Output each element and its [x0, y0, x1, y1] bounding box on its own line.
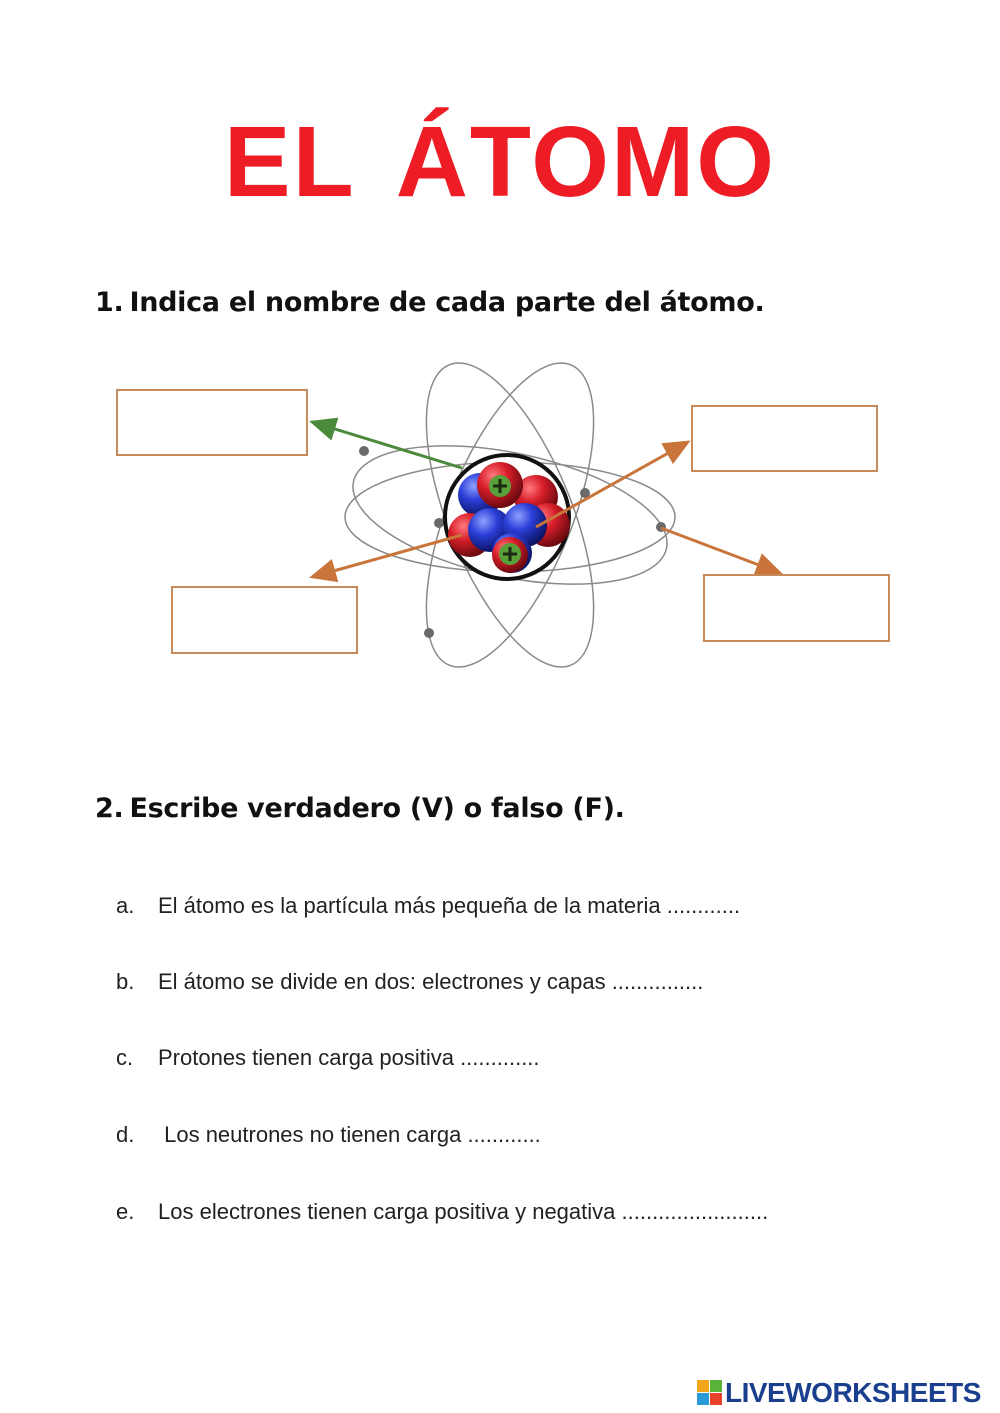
statement-letter: b.: [116, 969, 135, 994]
answer-box-bottom-left[interactable]: [171, 586, 358, 654]
electron: [434, 518, 444, 528]
statement-text: El átomo es la partícula más pequeña de la materia ............: [158, 893, 741, 918]
question-1-number: 1.: [95, 287, 124, 318]
liveworksheets-logo: [697, 1378, 981, 1408]
arrow-to-bottom-left-box: [312, 535, 462, 577]
plus-sign-icon: [489, 475, 511, 497]
statement-text: El átomo se divide en dos: electrones y capas ...............: [158, 969, 704, 994]
logo-text: LIVEWORKSHEETS: [725, 1377, 981, 1408]
title-part-1: EL: [223, 106, 356, 218]
question-1: [95, 287, 764, 318]
electron: [359, 446, 369, 456]
arrow-to-bottom-right-box: [661, 528, 780, 573]
statement-text: Los electrones tienen carga positiva y negativa ........................: [158, 1199, 769, 1224]
question-2-number: 2.: [95, 793, 124, 824]
plus-sign-icon: [499, 543, 521, 565]
statement-letter: c.: [116, 1045, 134, 1070]
statement-c: [116, 1045, 540, 1071]
answer-box-bottom-right[interactable]: [703, 574, 890, 642]
statement-d: [116, 1122, 541, 1148]
statement-letter: a.: [116, 893, 135, 918]
statement-text: Protones tienen carga positiva .............: [158, 1045, 540, 1070]
statement-letter: d.: [116, 1122, 135, 1147]
question-2-text: Escribe verdadero (V) o falso (F).: [129, 793, 625, 824]
answer-box-top-left[interactable]: [116, 389, 308, 456]
statement-a: [116, 893, 740, 919]
liveworksheets-logo-icon: [697, 1380, 723, 1406]
statement-letter: e.: [116, 1199, 135, 1224]
question-2: [95, 793, 625, 824]
page-title: [0, 106, 1000, 218]
statement-b: [116, 969, 703, 995]
question-1-text: Indica el nombre de cada parte del átomo.: [129, 287, 765, 318]
title-part-2: ÁTOMO: [395, 106, 777, 218]
statement-e: [116, 1199, 768, 1225]
statement-text: Los neutrones no tienen carga ............: [158, 1122, 541, 1147]
answer-box-top-right[interactable]: [691, 405, 878, 472]
electron: [424, 628, 434, 638]
